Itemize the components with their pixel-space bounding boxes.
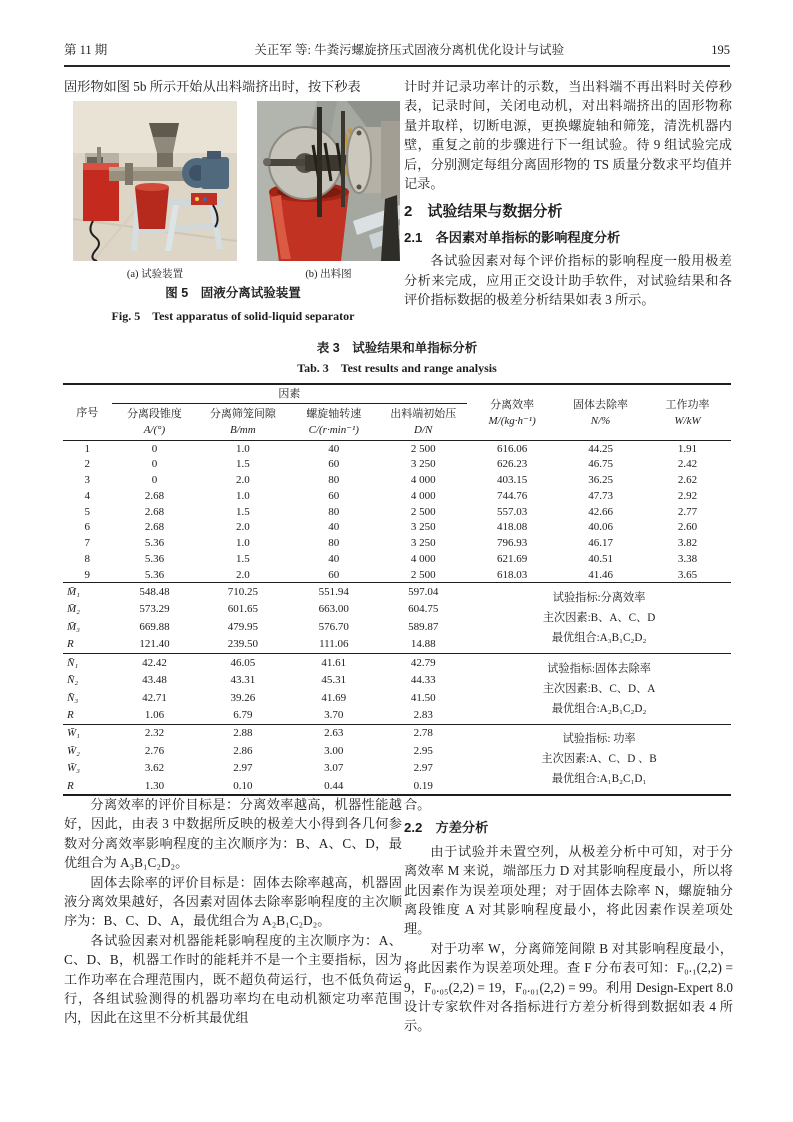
- table-cell: 3.65: [677, 568, 698, 581]
- table-cell: 5: [84, 505, 90, 518]
- col-header-speed: [288, 404, 379, 441]
- running-head: [64, 40, 730, 58]
- body-paragraph: 固形物如图 5b 所示开始从出料端挤出时，按下秒表: [64, 79, 361, 94]
- table-row: [63, 583, 731, 601]
- table-cell: 2.0: [235, 473, 250, 486]
- section-note-line: 试验指标:分离效率: [552, 592, 646, 605]
- col-header-cone: [112, 404, 198, 441]
- table-cell: 2.0: [235, 568, 250, 581]
- table-cell: 41.69: [321, 691, 347, 704]
- left-column-bottom: [64, 795, 402, 1028]
- table-cell: 1.5: [235, 505, 250, 518]
- table-cell: 3.38: [677, 552, 698, 565]
- table-cell: 1.0: [235, 489, 250, 502]
- col-header-line2: N/%: [590, 414, 611, 427]
- table-cell: 121.40: [139, 638, 170, 651]
- table-cell: 2.63: [324, 727, 344, 740]
- section-note-line: 最优组合:A₃B₁C₂D₂: [551, 632, 647, 645]
- body-paragraph: 对于功率 W，分离筛笼间隙 B 对其影响程度最小，将此因素作为误差项处理。查 F 分布表可知：F₀.₁(2,2) = 9，F₀.₀₅(2,2) = 19，F₀.₀₁(2,2) = 99。利用 Design-Expert 8.0 设计专家软件对各指标进行方差分析得到数据如表 4 所示。: [404, 940, 733, 1034]
- col-header-line2: C/(r·min⁻¹): [308, 424, 359, 436]
- table-row: [63, 519, 731, 535]
- col-header-line2: D/N: [414, 424, 433, 436]
- table-cell: 418.08: [497, 521, 528, 534]
- table-cell: 618.03: [497, 568, 528, 581]
- table-cell: 2.86: [233, 744, 253, 757]
- section-note-line: 最优组合:A₂B₁C₂D₂: [551, 702, 647, 715]
- col-header-line1: 工作功率: [665, 398, 710, 411]
- table-cell: 45.31: [321, 673, 347, 686]
- table-row: [63, 456, 731, 472]
- range-analysis-table: [63, 383, 731, 796]
- table-cell: 2.78: [413, 727, 433, 740]
- table-cell: 479.95: [227, 620, 258, 633]
- table-cell: 1.30: [144, 779, 165, 792]
- col-header-line1: 分离效率: [490, 398, 535, 411]
- table-cell: 2 500: [410, 442, 436, 455]
- table-cell: 0.44: [324, 779, 344, 792]
- table-cell: 5.36: [144, 537, 165, 550]
- section-heading-2-1: 2.1 各因素对单指标的影响程度分析: [404, 229, 621, 245]
- issue-number: 第 11 期: [64, 43, 108, 57]
- table-cell: 551.94: [318, 585, 349, 598]
- table-cell: 60: [328, 458, 340, 471]
- table-row: [63, 653, 731, 671]
- table-cell: 403.15: [497, 473, 528, 486]
- table-cell: 80: [328, 505, 340, 518]
- table-section: [63, 724, 731, 795]
- section-note: [467, 724, 731, 795]
- table-cell: 40: [328, 521, 340, 534]
- table-cell: 604.75: [408, 603, 439, 616]
- table-cell: 3.07: [324, 762, 344, 775]
- caption-a: (a) 试验装置: [126, 269, 184, 281]
- table-cell: 0: [151, 442, 158, 455]
- table-header: [63, 384, 731, 441]
- table-3-block: [63, 338, 731, 796]
- table-cell: 597.04: [408, 585, 439, 598]
- table-cell: 5.36: [144, 552, 165, 565]
- table-cell: 47.73: [588, 489, 613, 502]
- table-cell: 42.71: [142, 691, 167, 704]
- table-cell: 6.79: [233, 709, 253, 722]
- body-paragraph: 合。: [404, 797, 431, 812]
- section-note-line: 主次因素:B、C、D、A: [542, 682, 656, 695]
- col-header-line2: B/mm: [230, 424, 256, 436]
- table-cell: 6: [84, 521, 90, 534]
- table-cell: 5.36: [144, 568, 165, 581]
- col-header-line1: 螺旋轴转速: [306, 408, 362, 420]
- table-cell: 0: [151, 473, 158, 486]
- table-cell: 616.06: [497, 442, 528, 455]
- table-cell: 0.19: [413, 779, 433, 792]
- table-cell: 0: [151, 458, 158, 471]
- table-row: [63, 488, 731, 504]
- group-header-factors: 因素: [112, 384, 468, 404]
- row-label: M̄₂: [67, 603, 80, 616]
- table-cell: 3.70: [324, 709, 344, 722]
- section-note-line: 主次因素:A、C、D 、B: [541, 753, 657, 766]
- table-cell: 2.88: [233, 727, 253, 740]
- table-cell: 4 000: [410, 473, 436, 486]
- table-cell: 576.70: [318, 620, 349, 633]
- section-note-line: 主次因素:B、A、C、D: [542, 612, 656, 625]
- table-row: [63, 504, 731, 520]
- table-cell: 1.5: [235, 552, 250, 565]
- table-cell: 669.88: [139, 620, 170, 633]
- table-title-zh: 表 3 试验结果和单指标分析: [316, 341, 478, 355]
- body-paragraph: 各试验因素对机器能耗影响程度的主次顺序为：A、C、D、B，机器工作时的能耗并不是一个主要指标，因为工作功率在合理范围内，既不超负荷运行，也不低负荷运行，各组试验测得的机器功率均在电动机额定功率范围内，因此在这里不分析其最优组: [64, 932, 402, 1026]
- table-cell: 3 250: [410, 458, 436, 471]
- table-cell: 796.93: [497, 537, 528, 550]
- table-cell: 44.33: [410, 673, 436, 686]
- col-header-line2: W/kW: [674, 414, 701, 427]
- table-section: [63, 583, 731, 654]
- table-cell: 1.91: [677, 442, 698, 455]
- table-cell: 663.00: [318, 603, 349, 616]
- section-note-line: 试验指标: 功率: [562, 733, 636, 746]
- table-cell: 1.5: [235, 458, 250, 471]
- table-cell: 2.83: [413, 709, 433, 722]
- section-heading-2: 2 试验结果与数据分析: [404, 203, 563, 221]
- table-cell: 2.95: [413, 744, 433, 757]
- figure-5: [64, 101, 402, 262]
- table-cell: 2.68: [144, 505, 165, 518]
- section-note: [467, 583, 731, 654]
- photo-test-apparatus: [73, 101, 237, 261]
- col-header-efficiency: [467, 384, 557, 441]
- table-cell: 41.50: [410, 691, 436, 704]
- table-cell: 41.46: [588, 568, 613, 581]
- col-header-removal: [557, 384, 644, 441]
- row-label: R: [67, 709, 74, 722]
- row-label: W̄₃: [67, 762, 80, 775]
- table-cell: 46.17: [588, 537, 613, 550]
- row-label: M̄₃: [67, 620, 80, 633]
- caption-b: (b) 出料图: [305, 269, 352, 281]
- table-cell: 573.29: [139, 603, 170, 616]
- row-label: M̄₁: [67, 585, 80, 598]
- photo-discharge: [257, 101, 400, 261]
- table-cell: 744.76: [497, 489, 528, 502]
- page-number: 195: [711, 43, 730, 57]
- table-cell: 1.0: [235, 537, 250, 550]
- table-cell: 2.0: [235, 521, 250, 534]
- table-cell: 626.23: [497, 458, 528, 471]
- right-column-bottom: [404, 795, 733, 1036]
- table-cell: 80: [328, 473, 340, 486]
- table-section: [63, 653, 731, 724]
- table-cell: 2.32: [144, 727, 165, 740]
- table-cell: 41.61: [321, 656, 347, 669]
- table-cell: 1.06: [144, 709, 165, 722]
- table-cell: 2 500: [410, 568, 436, 581]
- table-cell: 46.75: [588, 458, 613, 471]
- table-cell: 2.68: [144, 521, 165, 534]
- table-cell: 2.77: [677, 505, 698, 518]
- table-cell: 2 500: [410, 505, 436, 518]
- table-cell: 710.25: [227, 585, 258, 598]
- table-cell: 601.65: [227, 603, 258, 616]
- header-rule: [64, 65, 730, 67]
- table-cell: 3.00: [324, 744, 344, 757]
- section-note-line: 试验指标:固体去除率: [547, 662, 651, 675]
- table-cell: 3.82: [677, 537, 698, 550]
- table-cell: 589.87: [408, 620, 439, 633]
- table-cell: 111.06: [319, 638, 349, 651]
- table-cell: 36.25: [588, 473, 613, 486]
- table-cell: 9: [84, 568, 90, 581]
- table-cell: 4: [84, 489, 90, 502]
- table-cell: 3: [84, 473, 90, 486]
- table-cell: 4 000: [410, 552, 436, 565]
- table-cell: 548.48: [139, 585, 170, 598]
- section-heading-2-2: 2.2 方差分析: [404, 820, 489, 836]
- table-cell: 43.48: [142, 673, 167, 686]
- body-paragraph: 各试验因素对每个评价指标的影响程度一般用极差分析来完成，应用正交设计助手软件，对试验结果和各评价指标数据的极差分析结果如表 3 所示。: [404, 253, 732, 308]
- table-cell: 7: [84, 537, 90, 550]
- col-header-line2: A/(°): [143, 424, 166, 436]
- table-cell: 80: [328, 537, 340, 550]
- table-cell: 42.42: [142, 656, 167, 669]
- table-cell: 42.66: [588, 505, 613, 518]
- row-label: R: [67, 638, 74, 651]
- table-cell: 557.03: [497, 505, 528, 518]
- table-cell: 2.97: [413, 762, 433, 775]
- table-cell: 2.62: [677, 473, 698, 486]
- row-label: N̄₂: [67, 673, 79, 686]
- table-cell: 2: [84, 458, 90, 471]
- col-header-line1: 分离筛笼间隙: [209, 408, 276, 420]
- col-header-line1: 分离段锥度: [126, 408, 182, 420]
- table-runs: [63, 441, 731, 583]
- table-cell: 46.05: [230, 656, 256, 669]
- table-cell: 14.88: [410, 638, 436, 651]
- section-note: [467, 653, 731, 724]
- table-cell: 2.76: [144, 744, 165, 757]
- table-cell: 39.26: [230, 691, 256, 704]
- row-label: W̄₂: [67, 744, 80, 757]
- table-cell: 44.25: [588, 442, 613, 455]
- table-cell: 1: [84, 442, 90, 455]
- right-column-top: [404, 77, 732, 309]
- figure-caption-zh: 图 5 固液分离试验装置: [165, 286, 301, 301]
- row-label: W̄₁: [67, 727, 80, 740]
- table-row: [63, 724, 731, 742]
- col-header-seq: 序号: [76, 406, 99, 419]
- col-header-power: [644, 384, 731, 441]
- table-cell: 40.51: [588, 552, 613, 565]
- table-cell: 3 250: [410, 521, 436, 534]
- table-cell: 2.42: [677, 458, 698, 471]
- row-label: N̄₁: [67, 656, 79, 669]
- table-cell: 43.31: [230, 673, 256, 686]
- table-cell: 4 000: [410, 489, 436, 502]
- figure-subcaptions: [64, 265, 402, 280]
- table-row: [63, 472, 731, 488]
- section-note-line: 最优组合:A₁B₂C₁D₁: [551, 773, 647, 786]
- col-header-gap: [197, 404, 288, 441]
- table-title-en: Tab. 3 Test results and range analysis: [297, 361, 497, 375]
- table-cell: 0.10: [233, 779, 253, 792]
- table-cell: 2.68: [144, 489, 165, 502]
- col-header-line2: M/(kg·h⁻¹): [488, 414, 536, 427]
- table-cell: 239.50: [227, 638, 258, 651]
- table-cell: 60: [328, 489, 340, 502]
- table-cell: 2.92: [677, 489, 698, 502]
- col-header-line1: 固体去除率: [573, 398, 629, 411]
- body-paragraph: 由于试验并未置空列，从极差分析中可知，对于分离效率 M 来说，端部压力 D 对其影响程度最小，所以将此因素作为误差项处理；对于固体去除率 N，螺旋轴分离段锥度 A 对其影响程度最小，将此因素作误差项处理。: [404, 843, 733, 937]
- table-cell: 2.60: [677, 521, 698, 534]
- row-label: R: [67, 779, 74, 792]
- running-title: 关正军 等: 牛粪污螺旋挤压式固液分离机优化设计与试验: [254, 43, 565, 57]
- body-paragraph: 分离效率的评价目标是：分离效率越高，机器性能越好，因此，由表 3 中数据所反映的极差大小得到各几何参数对分离效率影响程度的主次顺序为：B、A、C、D，最优组合为 A₃B₁C₂D₂。: [64, 797, 402, 871]
- table-cell: 621.69: [497, 552, 528, 565]
- table-cell: 3 250: [410, 537, 436, 550]
- figure-caption-en: Fig. 5 Test apparatus of solid-liquid separator: [111, 308, 355, 323]
- body-paragraph: 计时并记录功率计的示数，当出料端不再出料时关停秒表，记录时间，关闭电动机，对出料端挤出的固形物称量并取样，切断电源，更换螺旋轴和筛笼，清洗机器内壁，重复之前的步骤进行下一组试验。待 9 组试验完成后，分别测定每组分离固形物的 TS 质量分数求平均值并记录。: [404, 79, 732, 192]
- table-cell: 42.79: [410, 656, 436, 669]
- body-paragraph: 固体去除率的评价目标是：固体去除率越高，机器固液分离效果越好，各因素对固体去除率影响程度的主次顺序为：B、C、D、A，最优组合为 A₂B₁C₂D₂。: [64, 874, 402, 929]
- table-row: [63, 535, 731, 551]
- table-row: [63, 551, 731, 567]
- table-cell: 60: [328, 568, 340, 581]
- table-cell: 40.06: [588, 521, 613, 534]
- col-header-pressure: [379, 404, 467, 441]
- table-cell: 1.0: [235, 442, 250, 455]
- table-row: [63, 567, 731, 583]
- table-row: [63, 441, 731, 457]
- left-column-top: [64, 77, 402, 326]
- row-label: N̄₃: [67, 691, 79, 704]
- table-cell: 8: [84, 552, 90, 565]
- col-header-line1: 出料端初始压: [390, 408, 457, 420]
- table-cell: 40: [328, 552, 340, 565]
- table-cell: 3.62: [144, 762, 165, 775]
- table-cell: 2.97: [233, 762, 253, 775]
- table-cell: 40: [328, 442, 340, 455]
